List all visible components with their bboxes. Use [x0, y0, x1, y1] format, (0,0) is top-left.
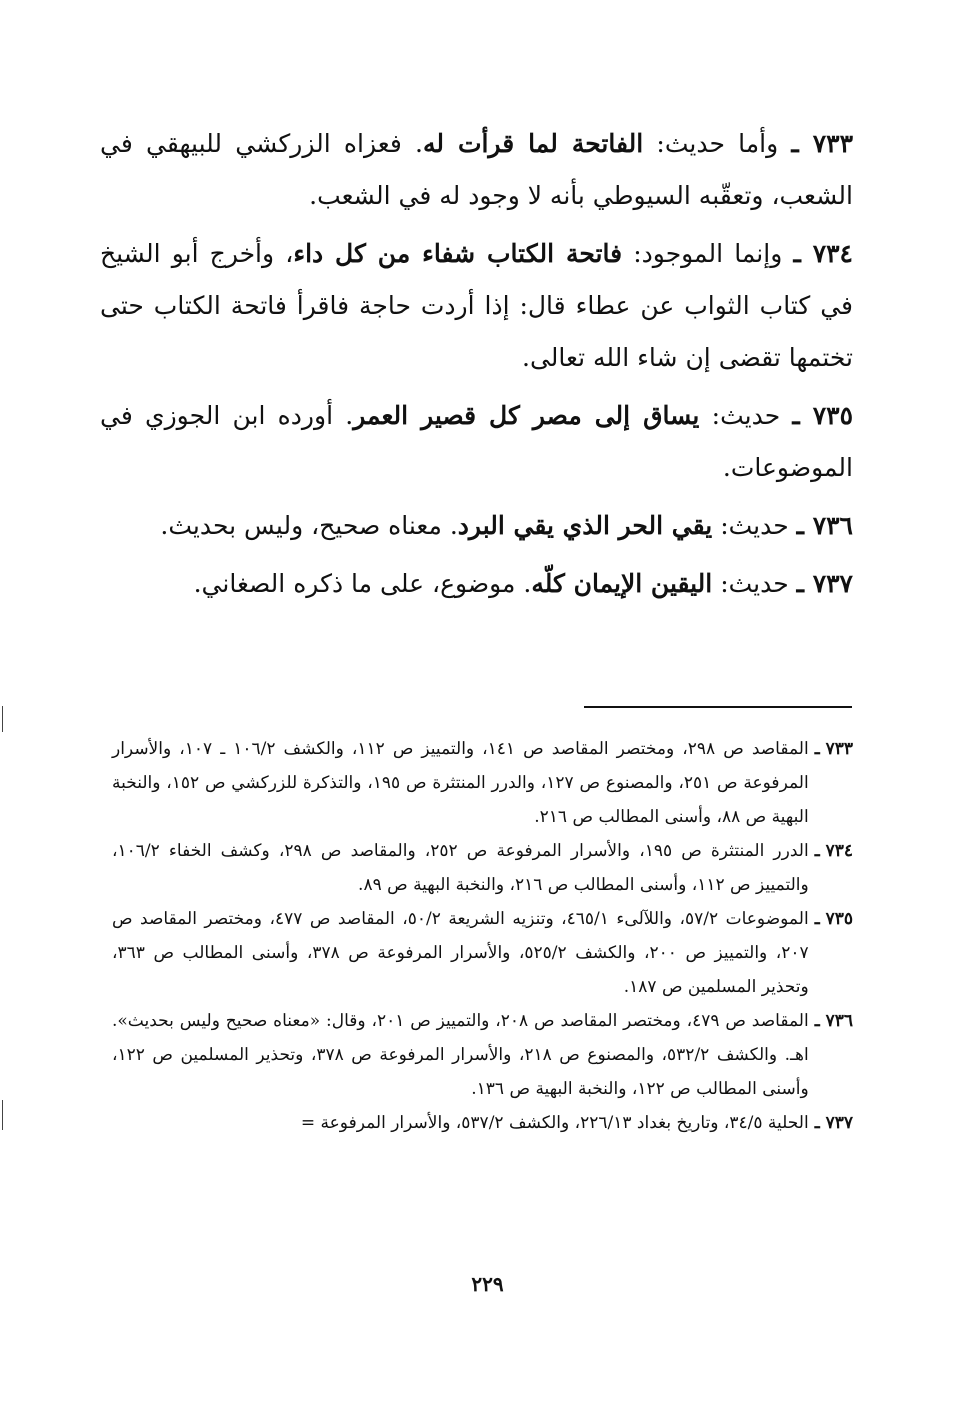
hadith-title: فاتحة الكتاب شفاء من كل داء	[293, 239, 623, 268]
entry-number: ٧٣٦ ـ	[796, 511, 853, 540]
footnote-text: المقاصد ص ٢٩٨، ومختصر المقاصد ص ١٤١، والتمييز ص ١١٢، والكشف ١٠٦/٢ ـ ١٠٧، والأسرار المرفوعة ص ٢٥١، والمصنوع ص ١٢٧، والدرر المنتثرة ص ١٩٥، والتذكرة للزركشي ص ١٥٢، والنخبة البهية ص ٨٨، وأسنى المطالب ص ٢١٦.	[112, 739, 809, 827]
entry-commentary: . أورده ابن الجوزي في الموضوعات.	[100, 401, 853, 482]
entry-intro: حديث:	[711, 401, 781, 430]
footnote-text: الدرر المنتثرة ص ١٩٥، والأسرار المرفوعة ص ٢٥٢، والمقاصد ص ٢٩٨، وكشف الخفاء ١٠٦/٢، والتمييز ص ١١٢، وأسنى المطالب ص ٢١٦، والنخبة البهية ص ٨٩.	[112, 841, 809, 895]
footnote-734	[112, 834, 853, 902]
hadith-title: اليقين الإيمان كلّه	[531, 569, 713, 598]
entry-number: ٧٣٤ ـ	[793, 239, 853, 268]
footnote-number: ٧٣٤ ـ	[814, 841, 853, 861]
footnote-number: ٧٣٦ ـ	[814, 1011, 853, 1031]
hadith-title: يساق إلى مصر كل قصير العمر	[353, 401, 700, 430]
scan-edge-mark	[2, 706, 3, 732]
hadith-title: الفاتحة لما قرأت له	[422, 129, 644, 158]
footnote-733	[112, 732, 853, 834]
entry-intro: حديث:	[720, 569, 789, 598]
entry-intro: وأما حديث:	[656, 129, 779, 158]
footnote-text: المقاصد ص ٤٧٩، ومختصر المقاصد ص ٢٠٨، والتمييز ص ٢٠١، وقال: «معناه صحيح وليس بحديث». اهـ. والكشف ٥٣٢/٢، والمصنوع ص ٢١٨، والأسرار المرفوعة ص ٣٧٨، وتحذير المسلمين ص ١٢٢، وأسنى المطالب ص ١٢٢، والنخبة البهية ص ١٣٦.	[112, 1011, 809, 1099]
footnote-divider	[584, 706, 852, 708]
footnotes	[112, 732, 853, 1140]
entry-commentary: . فعزاه الزركشي للبيهقي في الشعب، وتعقّبه السيوطي بأنه لا وجود له في الشعب.	[100, 129, 853, 210]
entry-commentary: . موضوع، على ما ذكره الصغاني.	[193, 569, 532, 598]
footnote-737	[112, 1106, 853, 1140]
entry-735	[100, 390, 853, 494]
entry-734	[100, 228, 853, 384]
footnote-text: الحلية ٣٤/٥، وتاريخ بغداد ٢٢٦/١٣، والكشف ٥٣٧/٢، والأسرار المرفوعة =	[300, 1113, 809, 1133]
footnote-number: ٧٣٥ ـ	[814, 909, 853, 929]
footnote-text: الموضوعات ٥٧/٢، واللآلىء ٤٦٥/١، وتنزيه الشريعة ٥٠/٢، المقاصد ص ٤٧٧، ومختصر المقاصد ص ٢٠٧، والتمييز ص ٢٠٠، والكشف ٥٢٥/٢، والأسرار المرفوعة ص ٣٧٨، وأسنى المطالب ص ٣٦٣، وتحذير المسلمين ص ١٨٧.	[112, 909, 809, 997]
entry-number: ٧٣٧ ـ	[796, 569, 853, 598]
footnote-735	[112, 902, 853, 1004]
footnote-736	[112, 1004, 853, 1106]
entry-number: ٧٣٥ ـ	[792, 401, 854, 430]
entry-number: ٧٣٣ ـ	[791, 129, 854, 158]
entry-commentary: ، وأخرج أبو الشيخ في كتاب الثواب عن عطاء قال: إذا أردت حاجة فاقرأ فاتحة الكتاب حتى تختمها تقضى إن شاء الله تعالى.	[100, 239, 853, 372]
page-number: ٢٢٩	[471, 1272, 504, 1296]
footnote-number: ٧٣٧ ـ	[814, 1113, 853, 1133]
entry-737	[100, 558, 853, 610]
footnote-number: ٧٣٣ ـ	[814, 739, 853, 759]
entry-commentary: . معناه صحيح، وليس بحديث.	[160, 511, 458, 540]
entry-733	[100, 118, 853, 222]
entry-intro: وإنما الموجود:	[633, 239, 783, 268]
entry-736	[100, 500, 853, 552]
scan-edge-mark	[2, 1100, 3, 1130]
hadith-title: يقي الحر الذي يقي البرد	[457, 511, 713, 540]
main-text	[100, 118, 853, 616]
entry-intro: حديث:	[720, 511, 789, 540]
